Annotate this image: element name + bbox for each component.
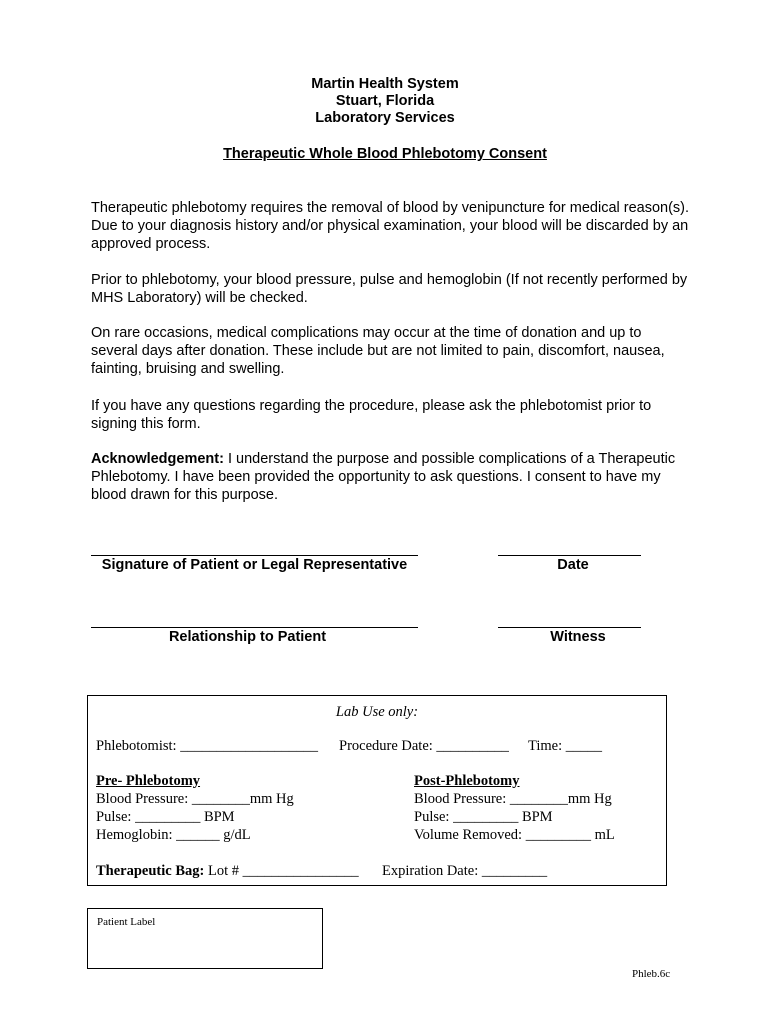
pre-hemoglobin-field[interactable]: Hemoglobin: ______ g/dL xyxy=(96,827,251,843)
paragraph-acknowledgement xyxy=(91,450,691,504)
paragraph-complications: On rare occasions, medical complications may occur at the time of donation and up to several days after donation. These include but are not limited to pain, discomfort, nausea, fainting, bruising and swelling. xyxy=(91,325,665,377)
therapeutic-bag-field[interactable] xyxy=(96,863,359,880)
lab-use-heading: Lab Use only: xyxy=(335,704,419,720)
patient-label-box xyxy=(87,908,323,969)
acknowledgement-label: Acknowledgement: xyxy=(91,451,224,467)
acknowledgement-text: I understand the purpose and possible complications of a Therapeutic Phlebotomy. I have been provided the opportunity to ask questions. I consent to have my blood drawn for this purpose. xyxy=(91,451,676,503)
therapeutic-bag-label: Therapeutic Bag: xyxy=(96,863,205,879)
expiration-date-field[interactable]: Expiration Date: _________ xyxy=(382,863,548,879)
lab-use-box xyxy=(87,695,667,886)
time-field[interactable]: Time: _____ xyxy=(528,738,602,754)
paragraph-questions: If you have any questions regarding the procedure, please ask the phlebotomist prior to signing this form. xyxy=(91,398,652,432)
witness-label: Witness xyxy=(550,629,606,645)
paragraph-intro: Therapeutic phlebotomy requires the removal of blood by venipuncture for medical reason(s). Due to your diagnosis history and/or physical examination, your blood will be discarded by an approved process. xyxy=(91,200,690,252)
pre-pulse-field[interactable]: Pulse: _________ BPM xyxy=(96,809,235,825)
date-line[interactable] xyxy=(498,555,641,556)
form-code: Phleb.6c xyxy=(632,968,671,980)
phlebotomist-field[interactable]: Phlebotomist: ___________________ xyxy=(96,738,318,754)
post-blood-pressure-field[interactable]: Blood Pressure: ________mm Hg xyxy=(414,791,612,807)
post-pulse-field[interactable]: Pulse: _________ BPM xyxy=(414,809,553,825)
patient-label-text: Patient Label xyxy=(97,916,156,928)
volume-removed-field[interactable]: Volume Removed: _________ mL xyxy=(414,827,615,843)
post-phlebotomy-heading: Post-Phlebotomy xyxy=(414,773,520,789)
patient-signature-line[interactable] xyxy=(91,555,418,556)
procedure-date-field[interactable]: Procedure Date: __________ xyxy=(339,738,509,754)
witness-line[interactable] xyxy=(498,627,641,628)
bag-lot-field: Lot # ________________ xyxy=(204,863,359,879)
pre-blood-pressure-field[interactable]: Blood Pressure: ________mm Hg xyxy=(96,791,294,807)
patient-signature-label: Signature of Patient or Legal Representative xyxy=(101,557,408,573)
relationship-label: Relationship to Patient xyxy=(168,629,327,645)
form-title: Therapeutic Whole Blood Phlebotomy Consent xyxy=(223,146,547,162)
date-label: Date xyxy=(557,557,589,573)
org-name: Martin Health System xyxy=(311,76,459,92)
relationship-line[interactable] xyxy=(91,627,418,628)
department: Laboratory Services xyxy=(315,110,455,126)
pre-phlebotomy-heading: Pre- Phlebotomy xyxy=(96,773,201,789)
paragraph-checks: Prior to phlebotomy, your blood pressure, pulse and hemoglobin (If not recently performed by MHS Laboratory) will be checked. xyxy=(91,272,688,306)
location: Stuart, Florida xyxy=(335,93,435,109)
